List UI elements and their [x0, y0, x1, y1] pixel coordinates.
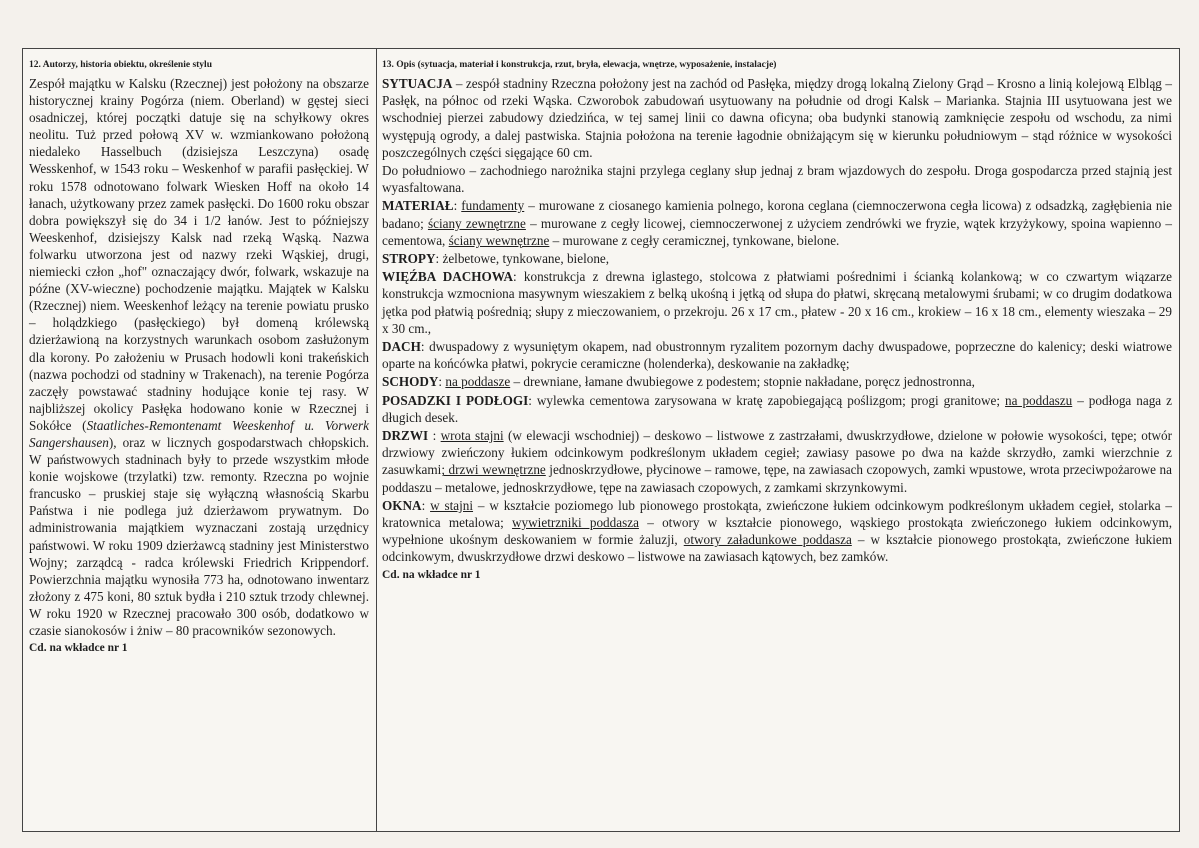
- okna-text-2: – otwory w kształcie pionowego, wąskiego prostokąta zwieńczonego łukiem odcinkowym, wypełnione ukośnym deskowaniem w formie żaluzji,: [382, 515, 1172, 548]
- section-posadzki: [382, 392, 1172, 426]
- material-label: MATERIAŁ: [382, 198, 454, 214]
- history-text-a: Zespół majątku w Kalsku (Rzecznej) jest położony na obszarze historycznej krainy Pogórza (niem. Oberland) w gęstej sieci osadniczej, której początki datuje się na schyłkowy okres neolitu. Tuż przed połową XV w. wzmiankowano położoną niedaleko Hasselbuch (dzisiejsza Leszczyna) osadę Wesskenhof, w 1543 roku – Weskenhof w parafii pasłęckiej. W roku 1578 odnotowano folwark Wiesken Hoff na około 14 łanach, użytkowany przez zamek pasłęcki. Do 1600 roku obszar dobra powiększył się do 34 i 1/2 łanów. Jest to późniejszy Weeskenhof, dzisiejszy Kalsk nad rzeką Wąską. Nazwa folwarku utworzona jest od nazwy rzeki Wąskiej, drugi, niemiecki człon „hof" oznaczający dwór, folwark, wskazuje na późne (XV-wieczne) pochodzenie majątku. Majątek w Kalsku (Rzecznej) niem. Weeskenhof leżący na terenie powiatu prusko – holądzkiego (pasłęckiego) był domeną królewską dzierżawioną na korzystnych warunkach osobom zasłużonym dla korony. Po założeniu w Prusach hodowli koni trakeńskich (nazwa pochodzi od stadniny w Trakenach), na terenie Pogórza zaczęły powstawać stadniny hodujące konie tej rasy. W najbliższej okolicy Pasłęka hodowano konie w Rzecznej i Sokółce (: [29, 76, 369, 433]
- okna-wywietrzniki: wywietrzniki poddasza: [512, 515, 639, 531]
- description-heading: 13. Opis (sytuacja, materiał i konstrukcja, rzut, bryła, elewacja, wnętrze, wyposażenie, instalacje): [382, 60, 777, 70]
- drzwi-label: DRZWI: [382, 428, 429, 444]
- stropy-text: : żelbetowe, tynkowane, bielone,: [435, 251, 610, 267]
- drzwi-text-2: jednoskrzydłowe, płycinowe – ramowe, tępe, na zawiasach czopowych, zamki wpustowe, wrota przeciwpożarowe na poddaszu – metalowe, jednoskrzydłowe, tępe na zawiasach czopowych, z zamkami skrzynkowymi.: [382, 462, 1172, 495]
- section-sytuacja: [382, 75, 1172, 161]
- sytuacja-text: – zespół stadniny Rzeczna położony jest na zachód od Pasłęka, między drogą lokalną Zielony Grąd – Krosno a linią kolejową Elbląg – Pasłęk, na północ od rzeki Wąska. Czworobok zabudowań usytuowany na południe od drogi Kalsk – Marianka. Stajnia III usytuowana jest we wschodniej pierzei zabudowy dziedzińca, w tej samej linii co dawna oficyna; oba budynki stanowią zamknięcie zespołu od wschodu, za nimi występują ogrody, a dalej pastwiska. Stajnia położona na terenie łagodnie obniżającym się w kierunku południowym – stąd różnice w wysokości poszczególnych części sięgające 60 cm.: [382, 76, 1172, 160]
- column-divider: [376, 49, 377, 831]
- description-text: [382, 75, 1172, 566]
- section-okna: [382, 497, 1172, 566]
- material-fundamenty: fundamenty: [461, 198, 525, 214]
- description-footer: Cd. na wkładce nr 1: [382, 568, 481, 581]
- posadzki-text: : wylewka cementowa zarysowana w kratę zapobiegającą poślizgom; progi granitowe;: [528, 392, 1006, 408]
- wiezba-text: : konstrukcja z drewna iglastego, stolcowa z płatwiami pośrednimi i ścianką kolankową; w co czwartym wiązarze konstrukcja wzmocniona masywnym wieszakiem z belką ukośną i jętką od słupa do płatwi, skręcaną metalowymi śrubami; w co drugim dodatkowa jętka pod płatwią pośrednią; słupy z mieczowaniem, o przekroju. 26 x 17 cm., płatew - 20 x 16 cm., krokiew – 16 x 18 cm., elementy wieszaka – 29 x 30 cm.,: [382, 269, 1172, 336]
- history-text: [29, 75, 369, 639]
- okna-text-3: – w kształcie pionowego prostokąta, zwieńczone łukiem odcinkowym, dwuskrzydłowe drzwi deskowo – listwowe na zawiasach kątowych, bez zamków.: [382, 532, 1173, 565]
- history-column: [29, 59, 369, 654]
- material-sciany-wewnetrzne: ściany wewnętrzne: [448, 232, 550, 248]
- material-sep: :: [453, 198, 462, 214]
- material-text-3: – murowane z cegły ceramicznej, tynkowane, bielone.: [549, 232, 840, 248]
- schody-na-poddasze: na poddasze: [445, 374, 511, 390]
- history-text-italic: Staatliches-Remontenamt Weeskenhof u. Vorwerk Sangershausen: [29, 417, 369, 450]
- section-sytuacja-2: [382, 162, 1172, 196]
- section-dach: [382, 338, 1172, 372]
- okna-otwory-zaladunkowe: otwory załadunkowe poddasza: [683, 532, 852, 548]
- okna-w-stajni: w stajni: [430, 497, 474, 513]
- material-sciany-zewnetrzne: ściany zewnętrzne: [427, 215, 526, 231]
- section-schody: [382, 373, 1172, 390]
- description-column: [382, 59, 1172, 581]
- drzwi-sep: :: [428, 428, 441, 444]
- okna-sep: :: [421, 497, 431, 513]
- wiezba-label: WIĘŹBA DACHOWA: [382, 269, 514, 285]
- okna-label: OKNA: [382, 497, 422, 513]
- okna-text-1: – w kształcie poziomego lub pionowego prostokąta, zwieńczone łukiem odcinkowym podkreślonym układem cegieł, stolarka – kratownica metalowa;: [382, 497, 1172, 531]
- history-heading: 12. Autorzy, historia obiektu, określenie stylu: [29, 60, 212, 70]
- schody-label: SCHODY: [382, 374, 439, 390]
- sytuacja-text-2: Do południowo – zachodniego narożnika stajni przylega ceglany słup jednaj z bram wjazdowych do zespołu. Droga gospodarcza przed stajnią jest wyasfaltowana.: [382, 163, 1172, 196]
- history-text-b: ), oraz w licznych gospodarstwach chłopskich. W państwowych stadninach były to przede wszystkim młode konie wojskowe (trzylatki) tzw. remonty. Rzeczna po wojnie francusko – pruskiej staje się wyłączną własnością Skarbu Państwa i nie podlega już dzierżawom prywatnym. Do administrowania majątkiem wyznaczani zostają urzędnicy państwowi. W roku 1909 dzierżawcą stadniny jest Ministerstwo Wojny; zarządcą - radca królewski Friedrich Krippendorf. Powierzchnia majątku wynosiła 773 ha, odnotowano inwentarz złożony z 475 koni, 80 sztuk bydła i 210 sztuk trzody chlewnej. W roku 1920 w Rzecznej pracowało 300 osób, dodatkowo w czasie sianokosów i żniw – 80 pracowników sezonowych.: [29, 434, 369, 638]
- drzwi-wrota-stajni: wrota stajni: [440, 428, 504, 444]
- material-text-1: – murowane z ciosanego kamienia polnego, korona ceglana (ciemnoczerwona cegła licowa) z odsadzką, zagłębienia nie badano;: [382, 198, 1172, 231]
- dach-text: : dwuspadowy z wysuniętym okapem, nad obustronnym ryzalitem pozornym dachy dwuspadowe, poprzeczne do kalenicy; deski wiatrowe oparte na końcówka płatwi, pokrycie ceramiczne (holenderka), deskowanie na zakładkę;: [382, 339, 1172, 372]
- section-drzwi: [382, 427, 1172, 496]
- posadzki-na-poddaszu: na poddaszu: [1005, 392, 1073, 408]
- schody-text: – drewniane, łamane dwubiegowe z podestem; stopnie nakładane, poręcz jednostronna,: [510, 374, 975, 390]
- section-wiezba: [382, 268, 1172, 337]
- posadzki-label: POSADZKI I PODŁOGI: [382, 392, 529, 408]
- section-stropy: [382, 250, 1172, 267]
- schody-sep: :: [438, 374, 446, 390]
- section-material: [382, 197, 1172, 249]
- form-sheet: [22, 48, 1180, 832]
- sytuacja-label: SYTUACJA: [382, 76, 453, 91]
- posadzki-text-2: – podłoga naga z długich desek.: [382, 392, 1172, 425]
- history-footer: Cd. na wkładce nr 1: [29, 642, 128, 655]
- drzwi-text-1: (w elewacji wschodniej) – deskowo – listwowe z zastrzałami, dwuskrzydłowe, dzielone w połowie wysokości, tępe; otwór drzwiowy zwieńczony łukiem odcinkowym podkreślonym układem cegieł; zawiasy pasowe po dwa na każde skrzydło, zamki wierzchnie z zasuwkami: [382, 428, 1172, 478]
- drzwi-wewnetrzne: ; drzwi wewnętrzne: [441, 462, 546, 478]
- dach-label: DACH: [382, 339, 421, 355]
- material-text-2: – murowane z cegły licowej, ciemnoczerwonej z użyciem zendrówki we fryzie, wątek krzyżykowy, spoina wapienno – cementowa,: [382, 215, 1172, 248]
- stropy-label: STROPY: [382, 251, 436, 267]
